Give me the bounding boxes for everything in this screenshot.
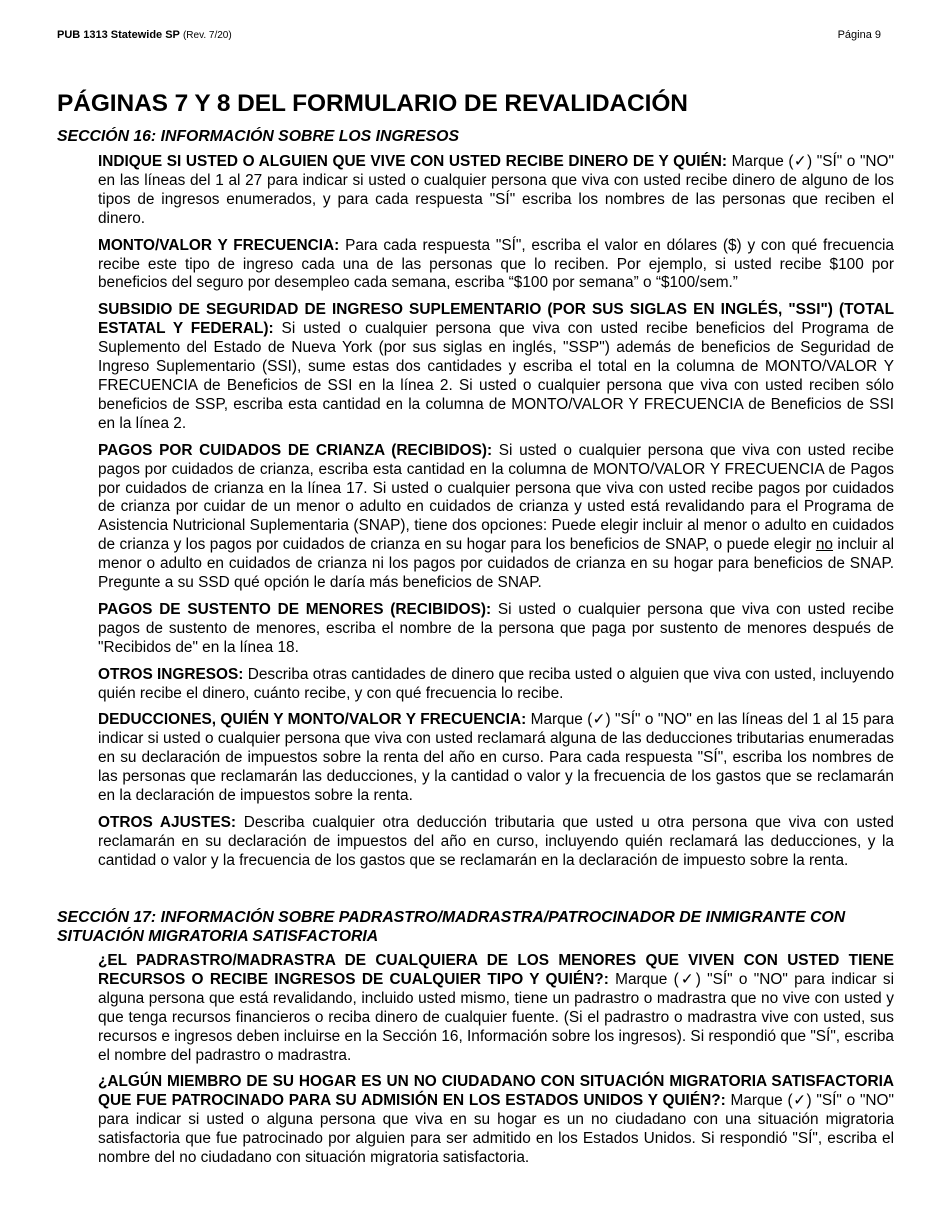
paragraph-label: OTROS AJUSTES: [98, 814, 237, 831]
paragraph-text: Si usted o cualquier persona que viva con usted recibe pagos de sustento de menores, escriba el nombre de la persona que paga por sustento de menores después de "Recibidos de" en la línea 18. [98, 600, 894, 656]
paragraph-label: PAGOS POR CUIDADOS DE CRIANZA (RECIBIDOS): [98, 441, 493, 459]
publication-id [57, 29, 232, 41]
paragraph-text: Si usted o cualquier persona que viva con usted recibe beneficios del Programa de Suplemento del Estado de Nueva York (por sus siglas en inglés, "SSP") además de beneficios de Seguridad de Ingreso Suplementario (SSI), sume estas dos cantidades y escriba el total en la columna de MONTO/VALOR Y FRECUENCIA de Beneficios de SSI en la línea 2. Si usted o cualquier persona que viva con usted reciben sólo beneficios de SSP, escriba esta cantidad en la columna de MONTO/VALOR Y FRECUENCIA de Beneficios de SSI en la línea 2. [98, 320, 894, 432]
paragraph-text: Marque (✓) "SÍ" o "NO" en las líneas del 1 al 27 para indicar si usted o cualquier persona que viva con usted recibe dinero de alguno de los tipos de ingresos enumerados, y para cada respuesta "SÍ" escriba los nombres de las personas que reciben el dinero. [98, 153, 894, 227]
paragraph-label: DEDUCCIONES, QUIÉN Y MONTO/VALOR Y FRECUENCIA: [98, 711, 527, 729]
paragraph-text: Marque (✓) "SÍ" o "NO" en las líneas del 1 al 15 para indicar si usted o cualquier persona que viva con usted reclamará alguna de las deducciones tributarias enumeradas en su declaración de impuestos sobre la renta del año en curso. Para cada respuesta "SÍ", escriba los nombres de las personas que reclamarán las deducciones, y la cantidad o valor y la frecuencia de los gastos que se reclamarán en la declaración de impuestos sobre la renta. [98, 711, 894, 805]
paragraph-text: Describa otras cantidades de dinero que reciba usted o alguien que viva con usted, incluyendo quién recibe el dinero, cuánto recibe, y con qué frecuencia lo recibe. [98, 665, 895, 702]
section-16-body [98, 153, 894, 879]
paragraph-text: Describa cualquier otra deducción tributaria que usted u otra persona que viva con usted reclamarán en su declaración de impuestos del año en curso, incluyendo quién reclamará las deducciones, y la cantidad o valor y la frecuencia de los gastos que se reclamarán en la declaración de impuesto sobre la renta. [98, 814, 894, 869]
underlined-word: no [815, 536, 833, 554]
paragraph-label: INDIQUE SI USTED O ALGUIEN QUE VIVE CON USTED RECIBE DINERO DE Y QUIÉN: [98, 153, 727, 170]
publication-number: PUB 1313 Statewide SP [57, 29, 180, 41]
section-17-heading-line: SECCIÓN 17: INFORMACIÓN SOBRE PADRASTRO/MADRASTRA/PATROCINADOR DE INMIGRANTE CON [57, 909, 846, 926]
revision-date: (Rev. 7/20) [182, 30, 232, 41]
sponsored-immigrant-paragraph [98, 1073, 894, 1168]
paragraph-text: Marque (✓) "SÍ" o "NO" para indicar si usted o alguna persona que viva en su hogar es un no ciudadano con una situación migratoria satisfactoria que fue patrocinado por alguien para ser admitido en los Estados Unidos. Si respondió "SÍ", escriba el nombre del no ciudadano con situación migratoria satisfactoria. [98, 1092, 894, 1167]
child-support-paragraph [98, 601, 894, 658]
deductions-paragraph [98, 711, 894, 806]
stepparent-paragraph [98, 952, 894, 1065]
page-number: Página 9 [837, 29, 881, 41]
ssi-paragraph [98, 301, 894, 433]
paragraph-label: SUBSIDIO DE SEGURIDAD DE INGRESO SUPLEMENTARIO (POR SUS SIGLAS EN INGLÉS, "SSI") (TOTAL ESTATAL Y FEDERAL): [98, 301, 894, 338]
section-17-heading [57, 908, 895, 946]
paragraph-label: OTROS INGRESOS: [98, 665, 244, 683]
page-title: PÁGINAS 7 Y 8 DEL FORMULARIO DE REVALIDACIÓN [57, 90, 688, 117]
section-17-body [98, 952, 894, 1176]
amount-frequency-paragraph [98, 237, 894, 294]
foster-care-paragraph [98, 442, 894, 593]
income-who-paragraph [98, 153, 894, 229]
paragraph-label: PAGOS DE SUSTENTO DE MENORES (RECIBIDOS): [98, 600, 492, 618]
paragraph-label: MONTO/VALOR Y FRECUENCIA: [98, 236, 340, 254]
paragraph-text: Para cada respuesta "SÍ", escriba el valor en dólares ($) y con qué frecuencia recibe este tipo de ingreso cada una de las personas que lo reciben. Por ejemplo, si usted recibe $100 por beneficios del seguro por desempleo cada semana, escriba “$100 por semana” o “$100/sem.” [98, 236, 894, 292]
paragraph-text: incluir al menor o adulto en cuidados de crianza ni los pagos por cuidados de crianza en su hogar para beneficios de SNAP. Pregunte a su SSD qué opción le daría más beneficios de SNAP. [98, 536, 894, 592]
section-17-heading-line: SITUACIÓN MIGRATORIA SATISFACTORIA [57, 928, 379, 945]
other-adjustments-paragraph [98, 814, 894, 871]
other-income-paragraph [98, 666, 894, 704]
paragraph-label: ¿ALGÚN MIEMBRO DE SU HOGAR ES UN NO CIUDADANO CON SITUACIÓN MIGRATORIA SATISFACTORIA QUE FUE PATROCINADO PARA SU ADMISIÓN EN LOS ESTADOS UNIDOS Y QUIÉN?: [98, 1073, 894, 1110]
paragraph-text: Marque (✓) "SÍ" o "NO" para indicar si alguna persona que está revalidando, incluido usted mismo, tiene un padrastro o madrastra que no vive con usted y que tenga recursos financieros o reciba dinero de cualquier fuente. (Si el padrastro o madrastra vive con usted, sus recursos e ingresos deben incluirse en la Sección 16, Información sobre los ingresos). Si respondió que "SÍ", escriba el nombre del padrastro o madrastra. [98, 970, 894, 1064]
section-16-heading: SECCIÓN 16: INFORMACIÓN SOBRE LOS INGRESOS [57, 128, 459, 145]
paragraph-label: ¿EL PADRASTRO/MADRASTRA DE CUALQUIERA DE LOS MENORES QUE VIVEN CON USTED TIENE RECURSOS O RECIBE INGRESOS DE CUALQUIER TIPO Y QUIÉN?: [98, 952, 894, 988]
paragraph-text: Si usted o cualquier persona que viva con usted recibe pagos por cuidados de crianza, escriba esta cantidad en la columna de MONTO/VALOR Y FRECUENCIA de Pagos por cuidados de crianza en la línea 17. Si usted o cualquier persona que viva con usted recibe pagos por cuidados de crianza por cuidar de un menor o adulto en cuidados de crianza y usted está revalidando para el Programa de Asistencia Nutricional Suplementaria (SNAP), tiene dos opciones: Puede elegir incluir al menor o adulto en cuidados de crianza y los pagos por cuidados de crianza en su hogar para los beneficios de SNAP, o puede elegir [98, 441, 894, 554]
